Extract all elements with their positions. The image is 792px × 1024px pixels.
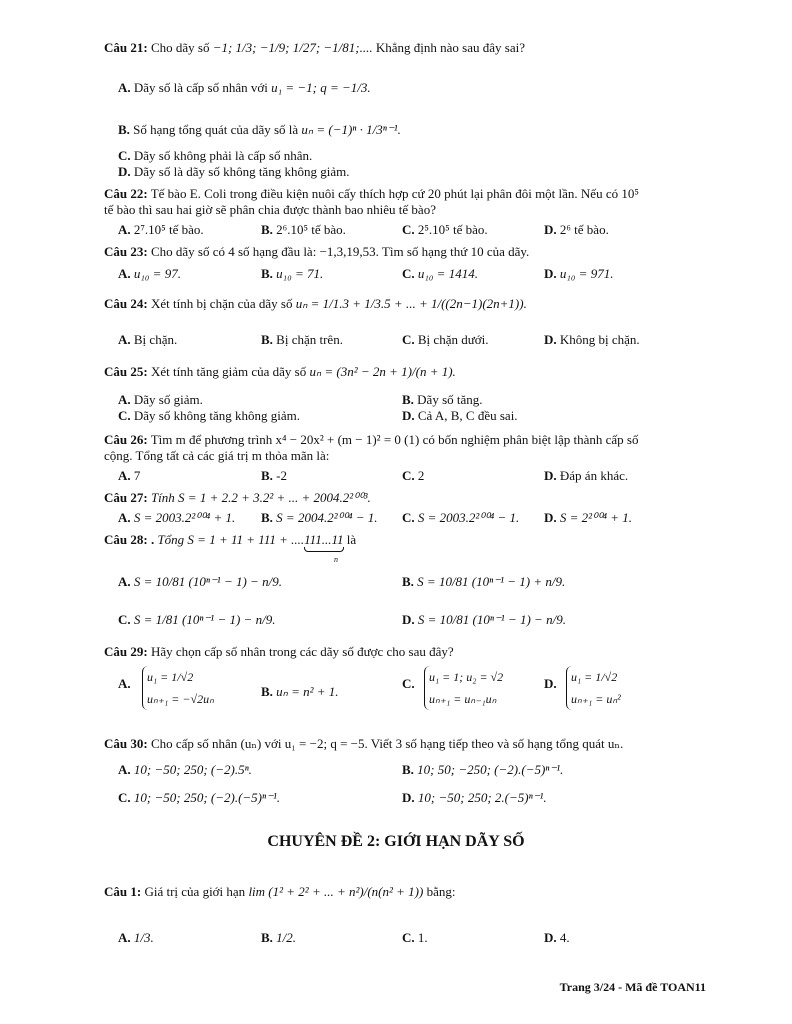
question-label: Câu 27: xyxy=(104,490,148,505)
option-b: S = 10/81 (10ⁿ⁻¹ − 1) + n/9. xyxy=(417,574,566,589)
option-b: 2⁶.10⁵ tế bào. xyxy=(276,222,346,237)
option-row: D. Dãy số là dãy số không tăng không giảm. xyxy=(118,164,350,179)
option-d: u₁₀ = 971. xyxy=(559,266,614,281)
question-label: Câu 24: xyxy=(104,296,148,311)
option-c: Dãy số không phải là cấp số nhân. xyxy=(133,148,313,163)
option-d: 4. xyxy=(559,930,570,945)
option-b: 1/2. xyxy=(276,930,297,945)
question-label: Câu 29: xyxy=(104,644,148,659)
question-text: Cho dãy số xyxy=(150,40,210,55)
question-label: Câu 25: xyxy=(104,364,148,379)
option-c: Bị chặn dưới. xyxy=(417,332,489,347)
question-tail: là xyxy=(346,532,357,547)
option-d: 2⁶ tế bào. xyxy=(559,222,609,237)
question-22 xyxy=(104,186,712,218)
option-row: C. Dãy số không phải là cấp số nhân. xyxy=(118,148,313,163)
question-text: Xét tính tăng giảm của dãy số xyxy=(150,364,307,379)
option-row: A. S = 2003.2²⁰⁰⁴ + 1. B. S = 2004.2²⁰⁰⁴ − 1. C. S = 2003.2²⁰⁰⁴ − 1. D. S = 2²⁰⁰⁴ + 1. xyxy=(118,510,633,525)
option-a: Dãy số giảm. xyxy=(133,392,203,407)
option-row: A. u₁ = 1/√2 uₙ₊₁ = −√2uₙ B. uₙ = n² + 1. C. u₁ = 1; u₂ = √2 uₙ₊₁ = uₙ₋₁uₙ D. u₁ = 1/√2 uₙ₊₁ = uₙ² xyxy=(118,666,712,722)
option-c: S = 1/81 (10ⁿ⁻¹ − 1) − n/9. xyxy=(133,612,276,627)
option-c: 2 xyxy=(417,468,425,483)
question-label: Câu 26: xyxy=(104,432,148,447)
option-d: Đáp án khác. xyxy=(559,468,629,483)
question-text: Cho cấp số nhân (uₙ) với u₁ = −2; q = −5. Viết 3 số hạng tiếp theo và số hạng tổng quát uₙ. xyxy=(150,736,624,751)
option-row: C. Dãy số không tăng không giảm. D. Cả A, B, C đều sai. xyxy=(118,408,518,423)
option-row: A. 7 B. -2 C. 2 D. Đáp án khác. xyxy=(118,468,629,483)
option-d: S = 10/81 (10ⁿ⁻¹ − 1) − n/9. xyxy=(417,612,566,627)
question-28 xyxy=(104,532,712,564)
question-text: Tìm m để phương trình x⁴ − 20x² + (m − 1)² = 0 (1) có bốn nghiệm phân biệt lập thành cấp số xyxy=(150,432,639,447)
option-a: 1/3. xyxy=(133,930,154,945)
option-row: C. S = 1/81 (10ⁿ⁻¹ − 1) − n/9. D. S = 10/81 (10ⁿ⁻¹ − 1) − n/9. xyxy=(118,612,566,627)
option-b: Số hạng tổng quát của dãy số là xyxy=(133,122,299,137)
page-footer: Trang 3/24 - Mã đề TOAN11 xyxy=(559,980,706,994)
question-tail: bằng: xyxy=(426,884,456,899)
option-a: Dãy số là cấp số nhân với xyxy=(133,80,268,95)
question-25 xyxy=(104,364,712,380)
option-c-system: u₁ = 1; u₂ = √2 uₙ₊₁ = uₙ₋₁uₙ xyxy=(424,666,503,710)
question-math: uₙ = 1/1.3 + 1/3.5 + ... + 1/((2n−1)(2n+1)). xyxy=(295,296,527,311)
option-d-system: u₁ = 1/√2 uₙ₊₁ = uₙ² xyxy=(566,666,621,710)
option-a-system: u₁ = 1/√2 uₙ₊₁ = −√2uₙ xyxy=(142,666,214,710)
repunit-underbrace: 111...11 xyxy=(304,532,344,547)
option-b: S = 2004.2²⁰⁰⁴ − 1. xyxy=(276,510,378,525)
underbrace-subscript: n xyxy=(334,555,338,564)
question-text-2: tế bào thì sau hai giờ sẽ phân chia được thành bao nhiêu tế bào? xyxy=(104,202,436,217)
question-text: Tổng S = 1 + 11 + 111 + .... xyxy=(157,532,305,547)
option-d: Không bị chặn. xyxy=(559,332,640,347)
question-label: Câu 21: xyxy=(104,40,148,55)
option-row: A. Bị chặn. B. Bị chặn trên. C. Bị chặn dưới. D. Không bị chặn. xyxy=(118,332,640,347)
question-label: Câu 28: . xyxy=(104,532,155,547)
question-label: Câu 23: xyxy=(104,244,148,259)
question-23 xyxy=(104,244,712,260)
option-d: Dãy số là dãy số không tăng không giảm. xyxy=(133,164,350,179)
question-tail: Khẳng định nào sau đây sai? xyxy=(375,40,525,55)
question-24 xyxy=(104,296,712,312)
question-text: Hãy chọn cấp số nhân trong các dãy số được cho sau đây? xyxy=(150,644,454,659)
question-text: Tính S = 1 + 2.2 + 3.2² + ... + 2004.2²⁰⁰³. xyxy=(150,490,371,505)
limit-question-1 xyxy=(104,884,712,900)
option-b: u₁₀ = 71. xyxy=(276,266,324,281)
question-math: uₙ = (3n² − 2n + 1)/(n + 1). xyxy=(309,364,456,379)
option-a: u₁₀ = 97. xyxy=(133,266,181,281)
option-row: A. 10; −50; 250; (−2).5ⁿ. B. 10; 50; −250; (−2).(−5)ⁿ⁻¹. xyxy=(118,762,564,777)
option-b: Bị chặn trên. xyxy=(276,332,343,347)
option-d: 10; −50; 250; 2.(−5)ⁿ⁻¹. xyxy=(417,790,547,805)
question-text: Cho dãy số có 4 số hạng đầu là: −1,3,19,53. Tìm số hạng thứ 10 của dãy. xyxy=(150,244,530,259)
question-text: Giá trị của giới hạn xyxy=(144,884,246,899)
question-text: Tế bào E. Coli trong điều kiện nuôi cấy thích hợp cứ 20 phút lại phân đôi một lần. Nếu có 10⁵ xyxy=(150,186,639,201)
option-b: -2 xyxy=(276,468,288,483)
option-row: A. Dãy số giảm. B. Dãy số tăng. xyxy=(118,392,483,407)
option-a-math: u₁ = −1; q = −1/3. xyxy=(271,80,371,95)
option-row: A. u₁₀ = 97. B. u₁₀ = 71. C. u₁₀ = 1414. D. u₁₀ = 971. xyxy=(118,266,614,281)
question-label: Câu 30: xyxy=(104,736,148,751)
option-row: B. Số hạng tổng quát của dãy số là uₙ = (−1)ⁿ · 1/3ⁿ⁻¹. xyxy=(118,122,401,137)
option-a: 2⁷.10⁵ tế bào. xyxy=(133,222,204,237)
question-27 xyxy=(104,490,712,506)
option-c: Dãy số không tăng không giảm. xyxy=(133,408,300,423)
option-row: C. 10; −50; 250; (−2).(−5)ⁿ⁻¹. D. 10; −50; 250; 2.(−5)ⁿ⁻¹. xyxy=(118,790,547,805)
option-a: 10; −50; 250; (−2).5ⁿ. xyxy=(133,762,252,777)
option-c: u₁₀ = 1414. xyxy=(417,266,478,281)
chapter-title: CHUYÊN ĐỀ 2: GIỚI HẠN DÃY SỐ xyxy=(267,833,525,850)
option-a: S = 2003.2²⁰⁰⁴ + 1. xyxy=(133,510,236,525)
option-a: 7 xyxy=(133,468,141,483)
question-26 xyxy=(104,432,712,464)
option-b: uₙ = n² + 1. xyxy=(276,684,339,699)
option-d: Cả A, B, C đều sai. xyxy=(417,408,518,423)
option-b: 10; 50; −250; (−2).(−5)ⁿ⁻¹. xyxy=(417,762,564,777)
question-30 xyxy=(104,736,712,752)
option-row: A. S = 10/81 (10ⁿ⁻¹ − 1) − n/9. B. S = 10/81 (10ⁿ⁻¹ − 1) + n/9. xyxy=(118,574,566,589)
question-21 xyxy=(104,40,712,56)
question-label: Câu 22: xyxy=(104,186,148,201)
question-29 xyxy=(104,644,712,660)
option-a: S = 10/81 (10ⁿ⁻¹ − 1) − n/9. xyxy=(133,574,282,589)
option-c: 2⁵.10⁵ tế bào. xyxy=(417,222,488,237)
question-label: Câu 1: xyxy=(104,884,142,899)
question-text: Xét tính bị chặn của dãy số xyxy=(150,296,293,311)
option-c: S = 2003.2²⁰⁰⁴ − 1. xyxy=(417,510,520,525)
sequence-math: −1; 1/3; −1/9; 1/27; −1/81;.... xyxy=(212,40,373,55)
question-text-2: cộng. Tổng tất cả các giá trị m thỏa mãn là: xyxy=(104,448,330,463)
option-b-math: uₙ = (−1)ⁿ · 1/3ⁿ⁻¹. xyxy=(301,122,401,137)
option-b: Dãy số tăng. xyxy=(417,392,483,407)
option-c: 10; −50; 250; (−2).(−5)ⁿ⁻¹. xyxy=(133,790,281,805)
option-row: A. 1/3. B. 1/2. C. 1. D. 4. xyxy=(118,930,570,945)
question-math: lim (1² + 2² + ... + n²)/(n(n² + 1)) xyxy=(248,884,424,899)
option-a: Bị chặn. xyxy=(133,332,178,347)
option-row: A. 2⁷.10⁵ tế bào. B. 2⁶.10⁵ tế bào. C. 2⁵.10⁵ tế bào. D. 2⁶ tế bào. xyxy=(118,222,609,237)
option-d: S = 2²⁰⁰⁴ + 1. xyxy=(559,510,633,525)
option-c: 1. xyxy=(417,930,428,945)
option-row: A. Dãy số là cấp số nhân với u₁ = −1; q = −1/3. xyxy=(118,80,371,95)
